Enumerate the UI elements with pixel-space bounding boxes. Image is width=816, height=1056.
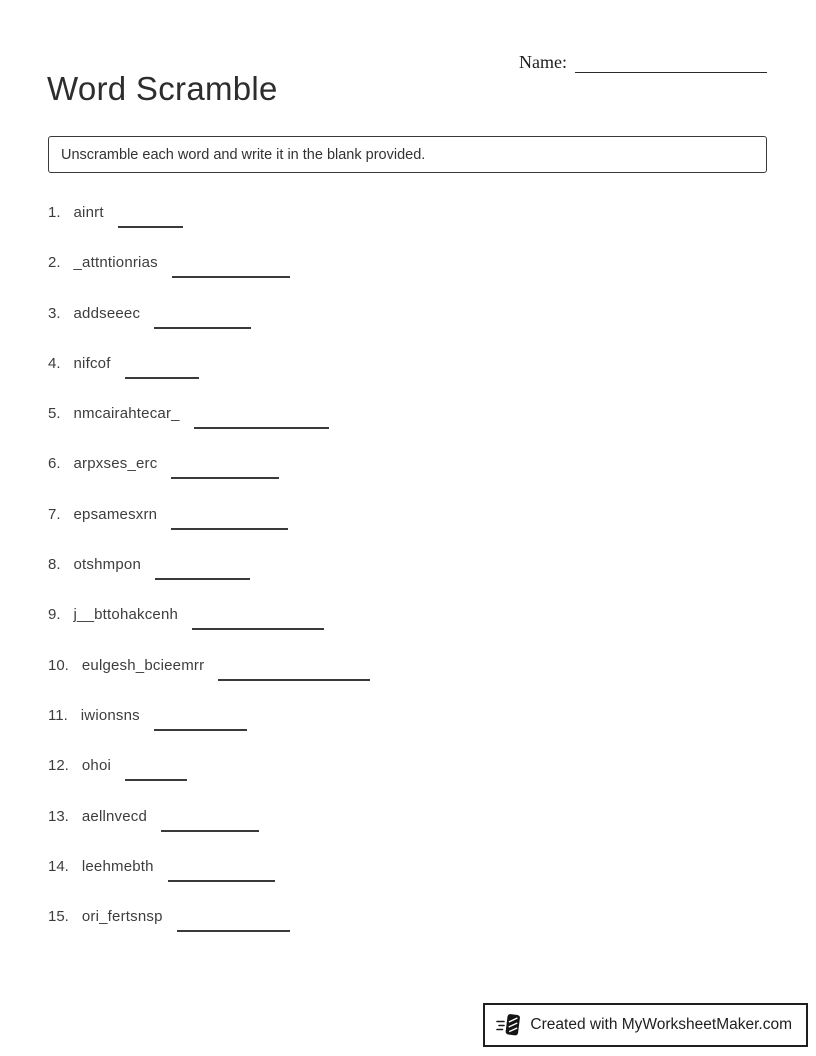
answer-blank[interactable] — [168, 861, 275, 882]
scramble-item — [48, 853, 776, 903]
item-number: 14. — [48, 857, 69, 875]
scrambled-word: ainrt — [73, 204, 104, 221]
scrambled-word: eulgesh_bcieemrr — [81, 656, 205, 674]
scrambled-word: j__bttohakcenh — [73, 606, 179, 624]
answer-blank[interactable] — [154, 710, 247, 731]
item-number: 5. — [48, 405, 61, 423]
scrambled-word: _attntionrias — [73, 254, 158, 272]
item-number: 8. — [48, 556, 61, 574]
answer-blank[interactable] — [154, 308, 251, 329]
scramble-item — [48, 803, 776, 853]
answer-blank[interactable] — [155, 559, 250, 580]
name-block — [519, 52, 767, 73]
answer-blank[interactable] — [171, 458, 279, 479]
scrambled-word: otshmpon — [73, 556, 141, 574]
item-number: 7. — [48, 505, 61, 523]
item-number: 10. — [48, 656, 69, 674]
scramble-item — [48, 702, 776, 752]
scrambled-word: nifcof — [73, 354, 111, 372]
answer-blank[interactable] — [194, 408, 329, 429]
instructions-box — [48, 136, 767, 173]
item-number: 11. — [48, 706, 68, 724]
scrambled-word: leehmebth — [81, 857, 154, 875]
instructions-text: Unscramble each word and write it in the blank provided. — [61, 146, 426, 163]
scramble-item — [48, 300, 776, 350]
scramble-item — [48, 652, 776, 702]
scramble-item — [48, 199, 776, 249]
answer-blank[interactable] — [177, 911, 290, 932]
item-number: 4. — [48, 354, 61, 372]
scramble-item — [48, 501, 776, 551]
scramble-item — [48, 400, 776, 450]
answer-blank[interactable] — [161, 811, 259, 832]
scrambled-word: ohoi — [81, 757, 112, 775]
scrambled-word: ori_fertsnsp — [81, 908, 163, 926]
answer-blank[interactable] — [125, 760, 187, 781]
scramble-item — [48, 752, 776, 802]
scrambled-word: nmcairahtecar_ — [73, 405, 180, 423]
scramble-item — [48, 350, 776, 400]
scrambled-word: addseeec — [73, 304, 141, 322]
answer-blank[interactable] — [218, 660, 370, 681]
item-number: 6. — [48, 455, 61, 473]
scrambled-word: arpxses_erc — [73, 455, 158, 473]
flying-worksheet-icon — [496, 1012, 522, 1038]
item-number: 1. — [48, 204, 61, 221]
answer-blank[interactable] — [172, 257, 290, 278]
attribution-badge — [483, 1003, 808, 1047]
scramble-item — [48, 450, 776, 500]
item-number: 9. — [48, 606, 61, 624]
scramble-item — [48, 903, 776, 953]
scramble-item — [48, 249, 776, 299]
scrambled-word: aellnvecd — [81, 807, 148, 825]
scrambled-word: iwionsns — [80, 706, 140, 724]
answer-blank[interactable] — [192, 609, 324, 630]
scramble-item — [48, 601, 776, 651]
name-blank-line[interactable] — [575, 52, 767, 73]
item-number: 2. — [48, 254, 61, 272]
item-number: 15. — [48, 908, 69, 926]
answer-blank[interactable] — [118, 207, 183, 228]
answer-blank[interactable] — [171, 509, 288, 530]
item-number: 3. — [48, 304, 61, 322]
scramble-item — [48, 551, 776, 601]
item-number: 12. — [48, 757, 69, 775]
item-number: 13. — [48, 807, 69, 825]
attribution-text: Created with MyWorksheetMaker.com — [530, 1016, 792, 1033]
scrambled-word: epsamesxrn — [73, 505, 158, 523]
scramble-list — [48, 199, 776, 953]
name-label: Name: — [519, 52, 567, 72]
page-title: Word Scramble — [47, 70, 278, 108]
answer-blank[interactable] — [125, 358, 199, 379]
